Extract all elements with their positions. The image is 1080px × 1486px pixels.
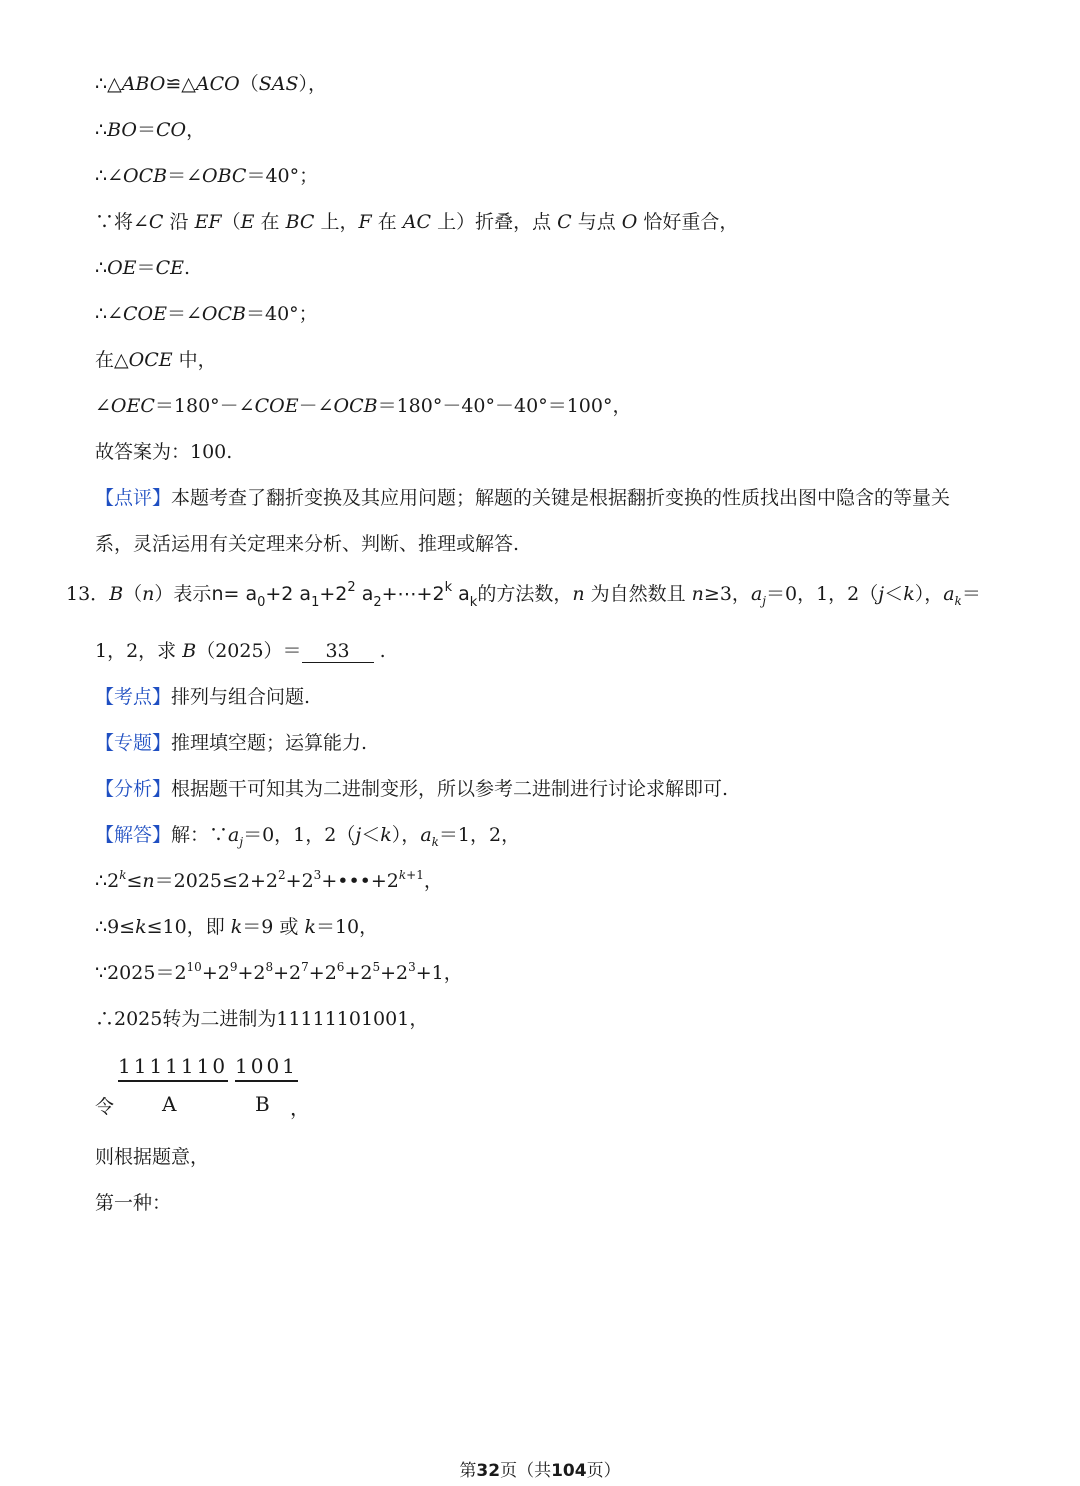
solution-line-7: 则根据题意， — [95, 1146, 210, 1168]
ling-label: 令 — [95, 1096, 115, 1118]
review-tag: 【点评】 — [95, 487, 172, 509]
label-a: A — [162, 1092, 177, 1116]
page-number: 32 — [476, 1461, 501, 1481]
final-answer-line: 故答案为：100. — [95, 441, 233, 463]
kaodian-line: 【考点】排列与组合问题. — [95, 686, 311, 708]
binary-group-b: 1001 — [235, 1054, 298, 1082]
proof-line-4: ∵将∠C 沿 EF（E 在 BC 上，F 在 AC 上）折叠，点 C 与点 O 恰好重合， — [95, 211, 739, 233]
proof-line-3: ∴∠OCB＝∠OBC＝40°； — [95, 165, 319, 187]
label-b: B — [255, 1092, 270, 1116]
proof-line-6: ∴∠COE＝∠OCB＝40°； — [95, 303, 318, 325]
review-line-1: 【点评】本题考查了翻折变换及其应用问题；解题的关键是根据翻折变换的性质找出图中隐含的等量关 — [95, 487, 951, 509]
label-comma: ， — [290, 1096, 310, 1120]
question-13-line-1: 13．B（n）表示$n= a_0+2$ $a_1+2^2$ $a_2+\cdots+2^k$ $a_k$的方法数，n 为自然数且 n≥3，$a_j=0$，1，2（j＜k），$a_k=$ — [66, 580, 981, 610]
proof-line-2: ∴BO＝CO， — [95, 119, 206, 141]
page-footer: 第32页（共104页） — [459, 1461, 621, 1481]
question-13-line-2: 1，2，求 B（2025）＝ 33 . — [95, 640, 386, 662]
solution-line-4: $\because 2025=2^{10}+2^9+2^8+2^7+2^6+2^5+2^3+1$， — [95, 960, 463, 984]
proof-line-1: ∴△ABO≌△ACO（SAS）， — [95, 73, 328, 95]
formula-expression: $n= a_0+2$ $a_1+2^2$ $a_2+\cdots+2^k$ $a_k$ — [211, 580, 478, 610]
fenxi-line: 【分析】根据题干可知其为二进制变形，所以参考二进制进行讨论求解即可. — [95, 778, 729, 800]
proof-line-5: ∴OE＝CE. — [95, 257, 191, 279]
solution-line-2: $\therefore 2^k\le n=2025\le 2+2^2+2^3+•••+2^{k+1}$， — [95, 868, 443, 892]
proof-line-7: 在△OCE 中， — [95, 349, 217, 371]
solution-line-8: 第一种： — [95, 1192, 172, 1214]
solution-line-3: ∴9≤k≤10，即 k＝9 或 k＝10， — [95, 916, 379, 938]
page-total: 104 — [551, 1461, 587, 1481]
zhuanti-line: 【专题】推理填空题；运算能力. — [95, 732, 368, 754]
jieda-line: 【解答】解：$\because a_j=0$，1，2（j＜k），$a_k=1$，2， — [95, 824, 521, 849]
solution-line-5: ∴2025转为二进制为11111101001， — [95, 1008, 429, 1030]
binary-group-a: 1111110 — [118, 1054, 228, 1082]
answer-blank: 33 — [302, 640, 374, 663]
review-line-2: 系，灵活运用有关定理来分析、判断、推理或解答. — [95, 533, 520, 555]
proof-line-8: ∠OEC＝180°－∠COE－∠OCB＝180°－40°－40°＝100°， — [95, 395, 632, 417]
